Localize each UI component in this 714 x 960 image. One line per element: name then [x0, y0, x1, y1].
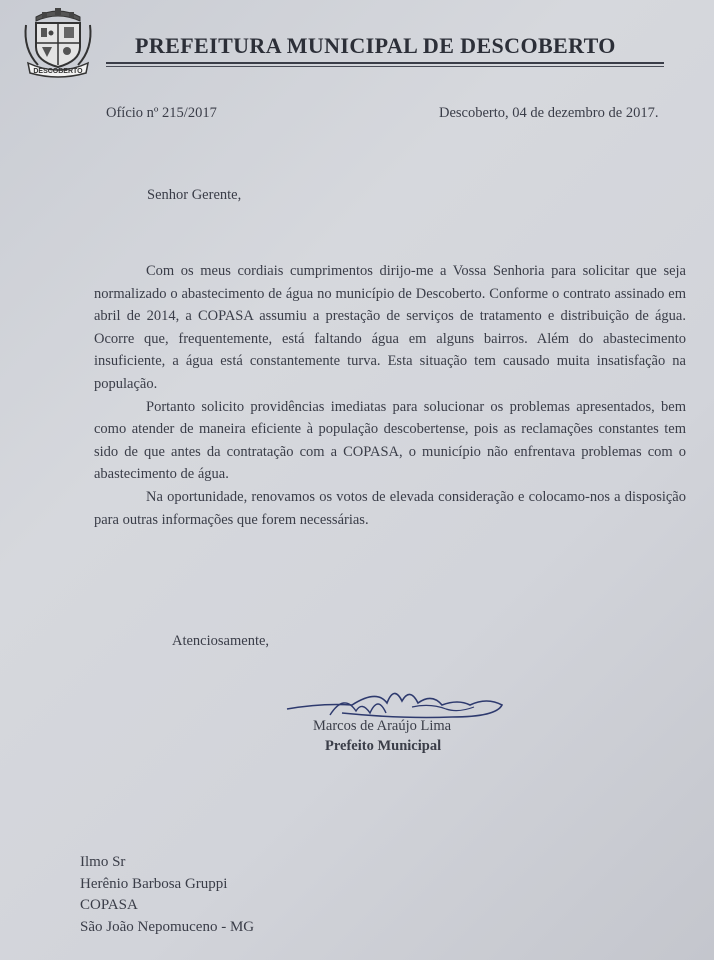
recipient-line: São João Nepomuceno - MG	[80, 918, 255, 935]
recipient-line: Herênio Barbosa Gruppi	[80, 875, 228, 892]
svg-text:DESCOBERTO: DESCOBERTO	[33, 68, 83, 75]
header-divider-thin	[106, 66, 664, 67]
body-paragraph: Na oportunidade, renovamos os votos de elevada consideração e colocamo-nos a disposição para outras informações que forem necessárias.	[94, 488, 686, 528]
salutation: Senhor Gerente,	[147, 187, 242, 203]
recipient-line: COPASA	[80, 897, 138, 913]
header-divider	[106, 62, 664, 64]
recipient-block	[80, 852, 254, 938]
letter-body	[94, 260, 686, 531]
body-paragraph: Com os meus cordiais cumprimentos dirijo-me a Vossa Senhoria para solicitar que seja normalizado o abastecimento de água no município de Descoberto. Conforme o contrato assinado em abril de 2014, a COPASA assumiu a prestação de serviços de tratamento e distribuição de água. Ocorre que, frequentemente, está faltando água em alguns bairros. Além do abastecimento insuficiente, a água está constantemente turva. Esta situação tem causado muita insatisfação na população.	[94, 263, 686, 392]
body-paragraph: Portanto solicito providências imediatas para solucionar os problemas apresentados, bem como atender de maneira eficiente à população descobertense, pois as reclamações constantes tem sido de que antes da contratação com a COPASA, o município não enfrentava problemas com o abastecimento de água.	[94, 398, 686, 483]
municipal-crest-icon	[20, 3, 96, 79]
municipality-title: PREFEITURA MUNICIPAL DE DESCOBERTO	[135, 33, 616, 58]
recipient-line: Ilmo Sr	[80, 854, 126, 870]
closing: Atenciosamente,	[172, 633, 270, 649]
office-number: Ofício nº 215/2017	[106, 105, 217, 121]
signer-name: Marcos de Araújo Lima	[313, 718, 452, 734]
place-date: Descoberto, 04 de dezembro de 2017.	[439, 105, 659, 121]
signer-title: Prefeito Municipal	[325, 738, 442, 754]
